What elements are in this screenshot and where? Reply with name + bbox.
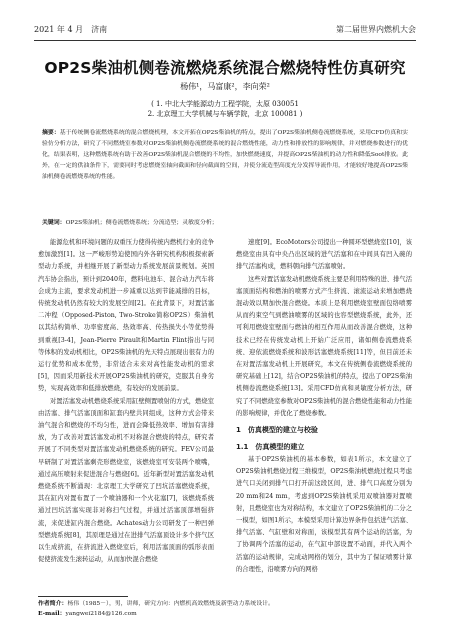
abstract-text: 基于传统侧卷流燃烧系统的混合燃烧机理，本文开拓在OP2S柴油机的特点，提出了OP2S柴油机侧卷流燃烧系统，采用CFD仿真和实验仿分析方法，研究了不同燃烧室参数对OP2S柴油机侧卷流燃烧系统的混合燃烧性能，动力性和排放性的影响规律，并对燃烧参数进行的优化，结果表明，这种燃烧系统有助于改善OP2S柴油机混合燃烧的不均性，加快燃烧速度，并提高OP2S柴油机的动力性和降低Soot排放。此外，在一定的供油条件下，需要同时考虑燃烧室轴向截面和径向截面的空间，并使分流造型高度充分发挥导流作用，才能较好地提高OP2S柴油机侧卷流燃烧系统的性能。 (42, 130, 409, 180)
authors: 杨伟¹，马富康²，李向荣² (180, 82, 270, 91)
footnote-rule (38, 596, 128, 597)
email-label: E-mail： (38, 610, 66, 617)
body-paragraph: 这些对置活塞发动机燃烧系统主要是利用特殊的进、排气活塞顶面结构和燃油的喷雾方式产生挤流、滚流运动来增加燃烧混动效以期加快混合燃烧。本质上是利用燃烧室壁面包络喷雾从而约束空气到燃油喷雾的区域的也容型燃烧系统，此外，还可利用燃烧室壁面与燃油的相互作用从而改善混合燃烧，这种技术已经在传统发动机上开始广泛应用，诸如侧卷流燃烧系统、迎依流燃烧系统和波形活塞燃烧系统[11]等，但目前还未在对置活塞发动机上开展研究，本文在传统侧卷流燃烧系统的研究基础上[12]，结合OP2S柴油机的特点，提出了OP2S柴油机侧卷流燃烧系统[13]。采用CFD仿真和灵敏度分析方法，研究了不同燃烧室参数对OP2S柴油机的混合燃烧性能和动力性能的影响规律，并优化了燃烧参数。 (236, 275, 412, 417)
abstract (42, 127, 408, 183)
subsection-heading: 1.1 仿真模型的建立 (236, 443, 305, 452)
email-text: yangwei2184@126.com (65, 611, 137, 617)
paper-title: OP2S柴油机侧卷流燃烧系统混合燃烧特性仿真研究 (44, 59, 406, 77)
header-rule (34, 40, 416, 41)
right-column (236, 237, 412, 576)
affiliation-1: ( 1. 中北大学能源动力工程学院，太原 030051 (151, 100, 299, 108)
footnote (38, 599, 416, 619)
left-column (38, 237, 214, 566)
header-date-location: 2021 年 4 月 济南 (34, 25, 108, 34)
body-paragraph: 基于OP2S柴油机的基本参数，如表1所示，本文建立了OP2S柴油机燃烧过程三维模型，OP2S柴油机燃烧过程只考虑进气口关闭到排气口打开前这段区间，进、排气口高度分别为20 mm和24 mm，考虑到OP2S柴油机采用双喷油器对置喷射，且燃烧室也为对称结构，本文建立了OP2S柴油机的二分之一模型，如图1所示，本模型采用计算边界条件包括进气活塞、排气活塞、气缸壁和对称面，该模型其有两个运动的活塞，为了协调两个活塞的运动，在气缸中部设置不动面，并代入两个活塞的运动规律，完成动网格的划分，其中为了保证喷雾计算的合理性，沿喷雾方向的网格 (236, 456, 412, 573)
affiliation-2: 2. 北京理工大学机械与车辆学院，北京 100081 ) (147, 110, 303, 118)
section-heading: 1 仿真模型的建立与校验 (236, 426, 318, 435)
running-header (34, 22, 416, 38)
author-bio-text: 杨伟（1985－），男，讲师，研究方向：内燃机高效燃烧及新型动力系统设计。 (67, 601, 274, 607)
keywords-text: OP2S柴油机；侧卷流燃烧系统；分流造型；灵敏度分析； (65, 220, 218, 226)
author-bio-label: 作者简介： (38, 600, 68, 607)
keywords-label: 关键词： (42, 219, 66, 226)
body-paragraph: 速度[9]。EcoMotors公司提出一种圆环型燃烧室[10]，该燃烧室由具有中央凸出区域的进气活塞和在中间具有凹入碗的排气活塞构成，燃料朝向排气活塞喷射。 (236, 239, 412, 271)
body-paragraph: 对置活塞发动机燃烧系统采用缸壁侧置喷射的方式，燃烧室由活塞、排气活塞顶面和缸套内壁共同组成，这种方式会带来油气混合和燃烧的不均匀性，进而会降低热效率、增加有害排放，为了改善对置活塞发动机不对称混合燃烧的特点，研究者开展了不同类型对置活塞发动机燃烧系统的研究。FEV公司最早研制了对置活塞剩壳形燃烧室，该燃烧室可安装两个喷嘴，通过高压喷射来促进混合与燃烧[6]。近年新型对置活塞发动机燃烧系统不断涌现：北京理工大学研究了凹坑活塞燃烧系统，其在缸内对置布置了一个喷油器和一个火花塞[7]，该燃烧系统通过凹坑活塞实现非对称扫气过程，并通过活塞顶部增强挤流，来促进缸内混合燃烧。Achates动力公司研发了一种凹弹型燃烧系统[8]，其原理是通过在进排气活塞顶设计多个挤气区以生成挤流，在挤流进入燃烧室后，利用活塞顶面的弧形表面促使挤流发生滚转运动，从而加快混合燃烧 (38, 397, 214, 564)
header-conference: 第二届世界内燃机大会 (336, 25, 416, 34)
body-paragraph: 能源危机和环境问题的双重压力使得传统内燃机行业的竞争愈加激烈[1]。这一严峻形势迫使国内外各研究机构积极探索新型动力系统，并相继开展了新型动力系统发展前景规划。英国汽车协会指出，预计到2040年，燃料电池车、混合动力汽车将会成为主流，要求发动机进一步减重以达到节能减排的目标，传统发动机仍然有较大的发展空间[2]。在此背景下，对置活塞二冲程（Opposed-Piston, Two-Stroke简称OP2S）柴油机以其结构简单、功率密度高、热效率高、传热损失小等优势得到重视[3-4]，Jean-Pierre Pirault和Martin Flint指出与同等体积的发动机相比，OP2S柴油机的先天特点展现出很有力的运行优势和成本优势，非常适合未来对高性能发动机的需求[5]，因而采用新技术开展OP2S柴油机的研究，克服其自身劣势，实现高效率和低排放燃烧，有较好的发展前景。 (38, 239, 214, 393)
keywords (42, 218, 408, 228)
abstract-label: 摘要： (42, 129, 60, 136)
